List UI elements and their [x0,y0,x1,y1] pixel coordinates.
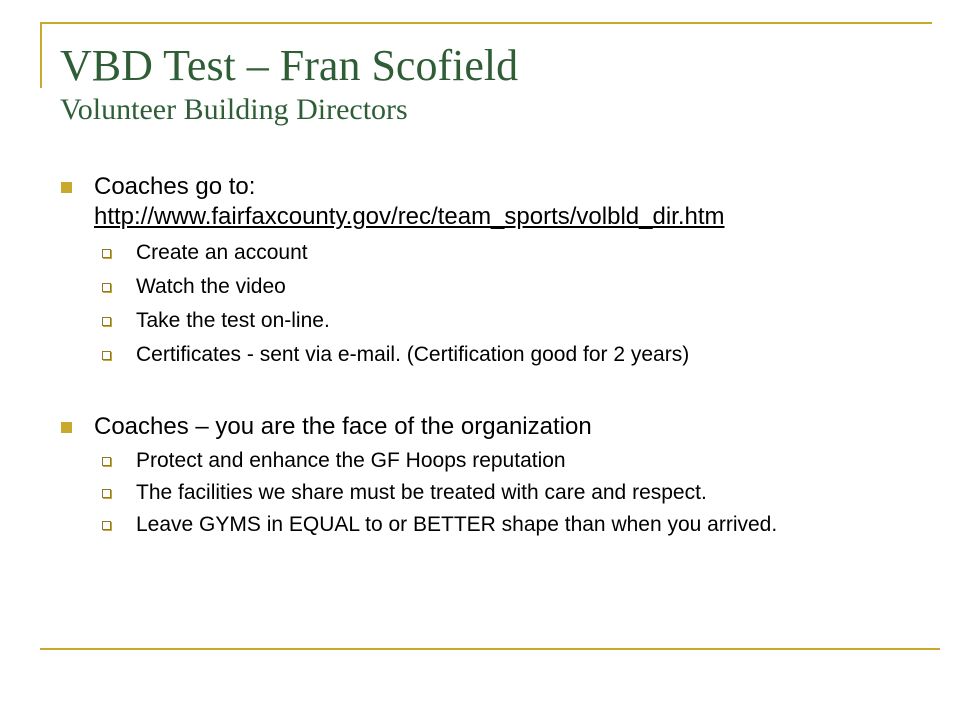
sub-bullet-item [60,512,920,538]
sub-bullet-text: Protect and enhance the GF Hoops reputation [136,449,566,472]
sub-bullet-item [60,240,920,266]
slide-title-block [60,40,920,128]
bullet-item [60,172,920,232]
sub-bullet-text: Create an account [136,241,308,264]
sub-bullet-text: The facilities we share must be treated with care and respect. [136,481,707,504]
sub-bullet-item [60,308,920,334]
sub-bullet-item [60,274,920,300]
square-bullet-icon [61,422,72,433]
volunteer-director-link[interactable]: http://www.fairfaxcounty.gov/rec/team_sports/volbld_dir.htm [94,203,725,230]
checkbox-bullet-icon [102,351,111,360]
left-border-line [40,22,42,88]
checkbox-bullet-icon [102,317,111,326]
slide-content [60,172,920,538]
checkbox-bullet-icon [102,457,111,466]
sub-bullet-list [60,240,920,368]
checkbox-bullet-icon [102,521,111,530]
bullet-item [60,412,920,442]
checkbox-bullet-icon [102,283,111,292]
sub-bullet-item [60,480,920,506]
square-bullet-icon [61,182,72,193]
sub-bullet-text: Leave GYMS in EQUAL to or BETTER shape than when you arrived. [136,513,778,536]
checkbox-bullet-icon [102,489,111,498]
sub-bullet-list [60,448,920,538]
sub-bullet-text: Take the test on-line. [136,309,330,332]
sub-bullet-text: Certificates - sent via e-mail. (Certification good for 2 years) [136,343,690,366]
bullet-group-face-of-organization [60,412,920,538]
bottom-border-line [40,648,940,650]
slide-subtitle: Volunteer Building Directors [60,93,408,126]
checkbox-bullet-icon [102,249,111,258]
slide-title: VBD Test – Fran Scofield [60,41,519,90]
sub-bullet-text: Watch the video [136,275,286,298]
sub-bullet-item [60,342,920,368]
sub-bullet-item [60,448,920,474]
bullet-group-coaches-go-to [60,172,920,368]
top-border-line [40,22,932,24]
bullet-text: Coaches go to: [94,173,256,200]
bullet-text: Coaches – you are the face of the organization [94,413,592,440]
